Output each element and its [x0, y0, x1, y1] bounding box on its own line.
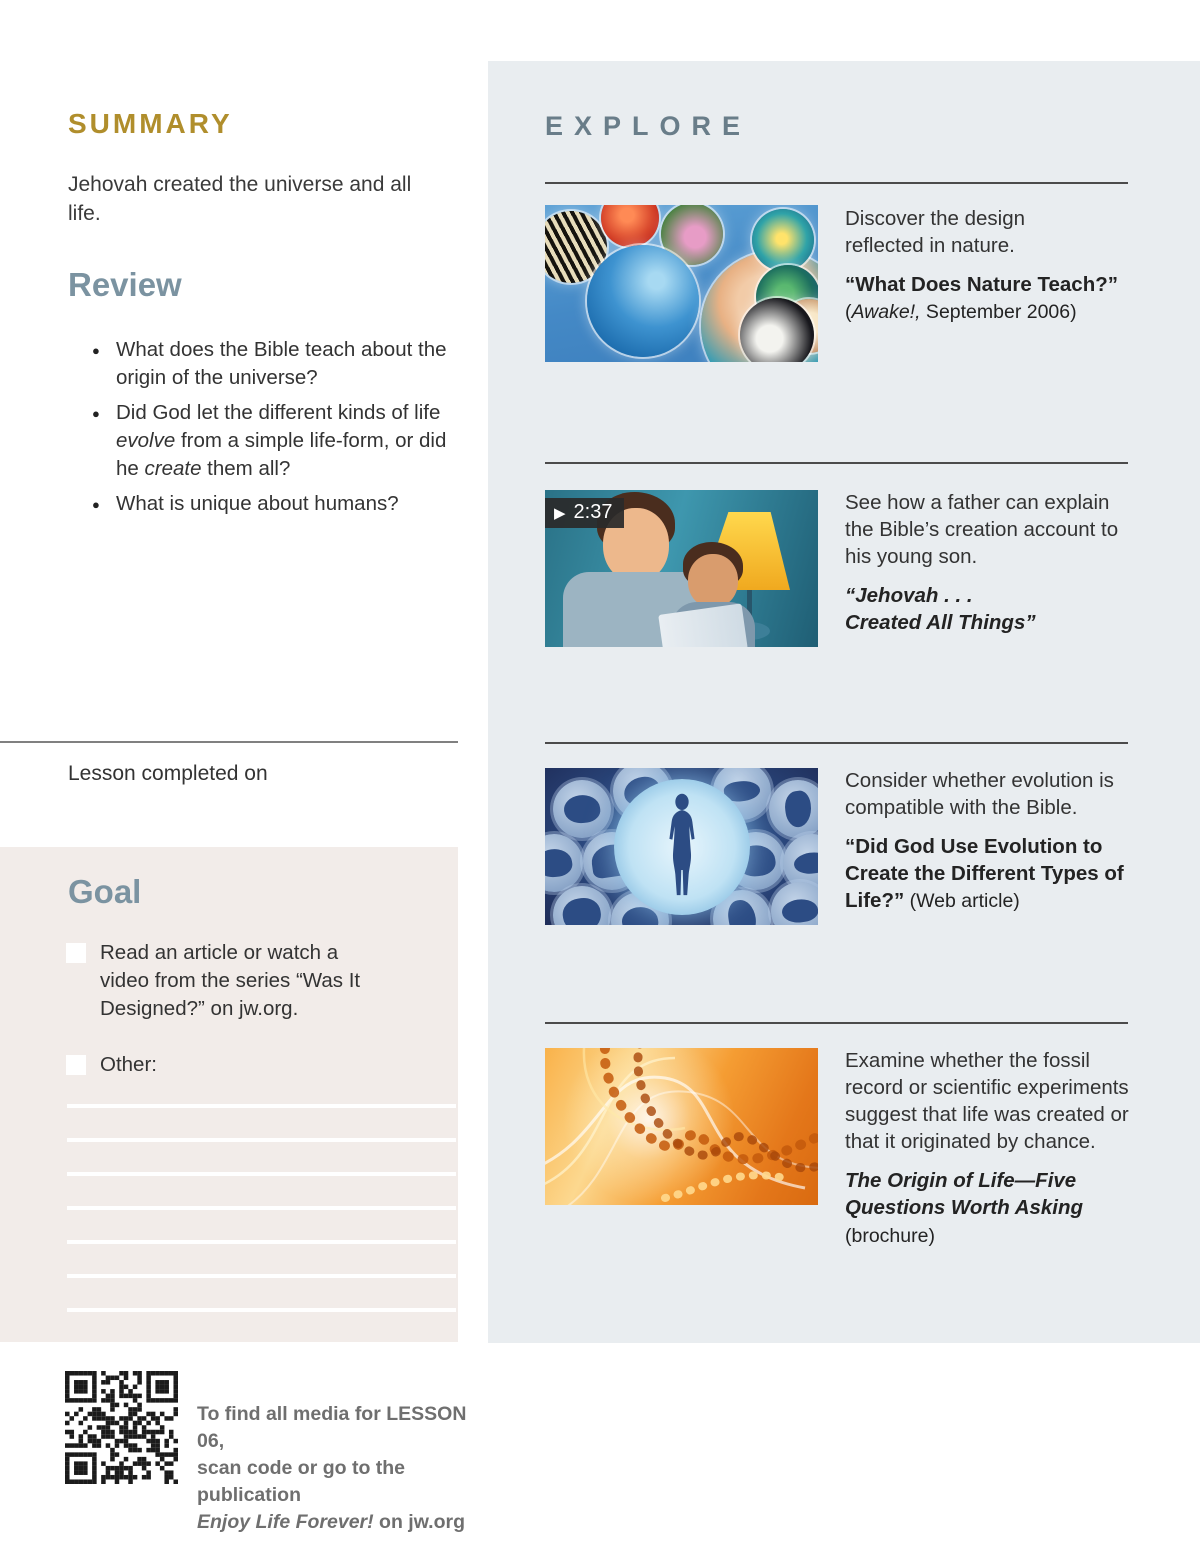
writing-line [67, 1308, 456, 1312]
divider [545, 182, 1128, 184]
divider [0, 741, 458, 743]
video-duration-badge [545, 498, 624, 528]
lesson-completed-label: Lesson completed on [68, 762, 268, 785]
human-silhouette-circle [614, 779, 750, 915]
writing-line [67, 1240, 456, 1244]
animal-circle-fish [545, 834, 583, 892]
explore-item-3 [845, 767, 1137, 915]
explore-item-1 [845, 205, 1137, 326]
explore-panel [488, 61, 1200, 1343]
writing-line [67, 1104, 456, 1108]
item-description: See how a father can explain the Bible’s creation account to his young son. [845, 491, 1119, 568]
item-description: Consider whether evolution is compatible with the Bible. [845, 769, 1114, 819]
checkbox[interactable] [66, 1055, 86, 1075]
item-reference: “What Does Nature Teach?” (Awake!, September 2006) [845, 273, 1118, 323]
writing-line [67, 1172, 456, 1176]
thumbnail-origin-of-life-brochure[interactable] [545, 1048, 818, 1205]
review-question-list [92, 336, 462, 525]
summary-title: SUMMARY [68, 108, 233, 139]
divider [545, 1022, 1128, 1024]
fish-bubble-icon [601, 205, 659, 247]
animal-circle-plant [769, 780, 818, 838]
item-reference: The Origin of Life—Five Questions Worth Asking (brochure) [845, 1169, 1084, 1247]
explore-item-2 [845, 489, 1137, 636]
writing-line [67, 1274, 456, 1278]
goal-panel [0, 847, 458, 1342]
penguin-bubble-icon [740, 298, 814, 362]
goal-item-read-watch [66, 939, 396, 1029]
review-question-2: ● Did God let the different kinds of life evolve from a simple life-form, or did he create them all? [92, 399, 462, 483]
review-title: Review [68, 266, 182, 303]
divider [545, 742, 1128, 744]
thumbnail-creation-video[interactable] [545, 490, 818, 647]
thumbnail-evolution-article[interactable] [545, 768, 818, 925]
thumbnail-nature-article[interactable] [545, 205, 818, 362]
item-reference: “Jehovah . . . Created All Things” [845, 584, 1036, 634]
item-description: Examine whether the fossil record or scientific experiments suggest that life was created or that it originated by chance. [845, 1049, 1129, 1153]
goal-item-label: Other: [100, 1053, 157, 1076]
item-description: Discover the design reflected in nature. [845, 207, 1026, 257]
goal-title: Goal [68, 873, 142, 910]
animal-circle-moose [553, 780, 611, 838]
review-question-1: ● What does the Bible teach about the origin of the universe? [92, 336, 462, 392]
explore-item-4 [845, 1047, 1137, 1250]
human-silhouette-icon [645, 787, 719, 907]
goal-item-label: Read an article or watch a video from the series “Was It Designed?” on jw.org. [100, 941, 361, 1020]
writing-line [67, 1206, 456, 1210]
summary-body: Jehovah created the universe and all life. [68, 173, 412, 225]
dna-strand-icon [545, 1048, 818, 1205]
play-icon: ▶ [554, 504, 566, 522]
checkbox[interactable] [66, 943, 86, 963]
explore-title: EXPLORE [545, 111, 752, 141]
writing-line [67, 1138, 456, 1142]
footer-caption: To find all media for LESSON 06, scan code or go to the publication Enjoy Life Forever! on jw.org [197, 1403, 467, 1533]
goal-item-other [66, 1051, 396, 1085]
angelfish-bubble-icon [752, 209, 814, 271]
review-question-3: ● What is unique about humans? [92, 490, 462, 518]
qr-code-icon [65, 1371, 178, 1484]
animal-circle-bird [771, 882, 818, 925]
item-reference: “Did God Use Evolution to Create the Different Types of Life?” (Web article) [845, 835, 1124, 912]
animal-circle-butterfly [553, 886, 611, 925]
dolphin-bubble-icon [587, 245, 699, 357]
video-duration: 2:37 [573, 501, 613, 523]
publication-title: Enjoy Life Forever! [197, 1511, 374, 1533]
divider [545, 462, 1128, 464]
